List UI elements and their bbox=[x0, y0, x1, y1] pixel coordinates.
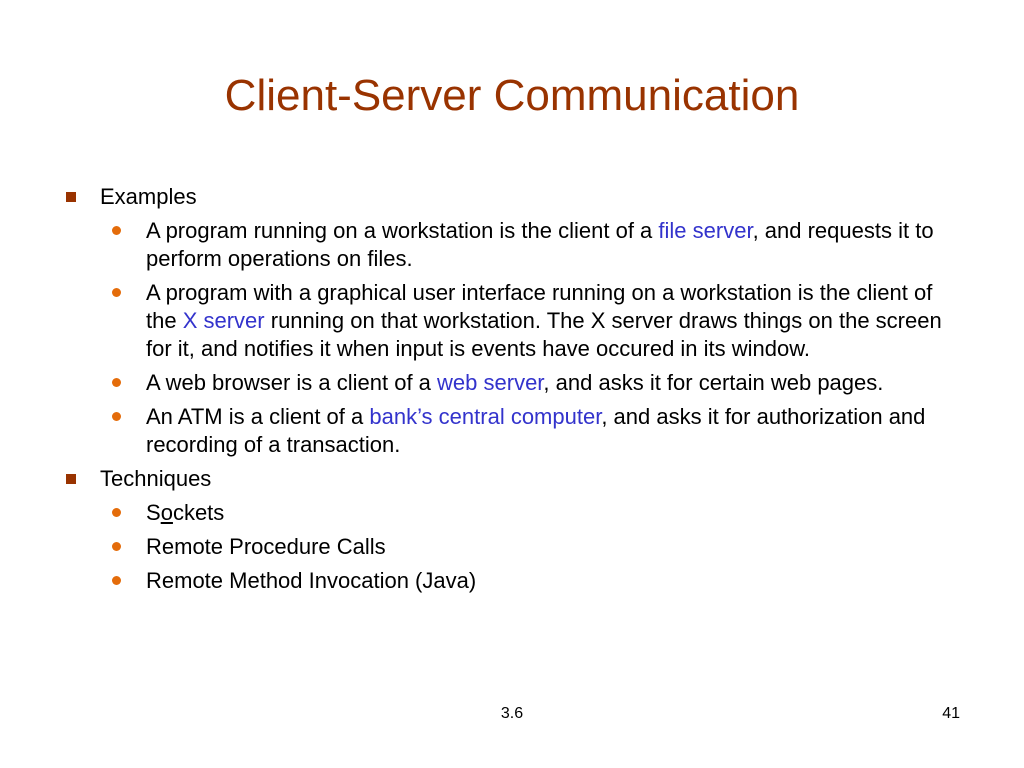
list-item bbox=[100, 369, 962, 397]
list-item bbox=[100, 403, 962, 459]
dot-bullet-icon bbox=[112, 576, 121, 585]
slide-content bbox=[62, 183, 962, 601]
item-text: running on that workstation. The X server draws things on the screen for it, and notifies it when input is events have occured in its window. bbox=[146, 308, 942, 361]
bullet-examples bbox=[62, 183, 962, 459]
highlight-web-server: web server bbox=[437, 370, 544, 395]
dot-bullet-icon bbox=[112, 288, 121, 297]
dot-bullet-icon bbox=[112, 508, 121, 517]
bullet-techniques bbox=[62, 465, 962, 595]
item-text: A program running on a workstation is the client of a bbox=[146, 218, 659, 243]
item-text: A web browser is a client of a bbox=[146, 370, 438, 395]
item-text-underlined: o bbox=[160, 500, 173, 525]
item-text: Remote Method Invocation (Java) bbox=[146, 568, 477, 593]
dot-bullet-icon bbox=[112, 542, 121, 551]
examples-list bbox=[100, 217, 962, 459]
list-item bbox=[100, 499, 962, 527]
item-text: An ATM is a client of a bbox=[146, 404, 370, 429]
list-item bbox=[100, 217, 962, 273]
dot-bullet-icon bbox=[112, 412, 121, 421]
highlight-file-server: file server bbox=[658, 218, 753, 243]
list-item bbox=[100, 567, 962, 595]
item-text: ckets bbox=[172, 500, 225, 525]
page-number: 41 bbox=[942, 705, 960, 722]
dot-bullet-icon bbox=[112, 378, 121, 387]
techniques-list bbox=[100, 499, 962, 595]
highlight-bank-computer: bank’s central computer bbox=[369, 404, 602, 429]
item-text: , and asks it for authorization and recording of a transaction. bbox=[146, 404, 926, 457]
list-item bbox=[100, 533, 962, 561]
item-text: , and requests it to perform operations on files. bbox=[146, 218, 934, 271]
item-text: A program with a graphical user interface running on a workstation is the client of the bbox=[146, 280, 933, 333]
list-item bbox=[100, 279, 962, 363]
dot-bullet-icon bbox=[112, 226, 121, 235]
highlight-x-server: X server bbox=[182, 308, 265, 333]
square-bullet-icon bbox=[66, 192, 76, 202]
footer-section-number: 3.6 bbox=[500, 705, 524, 722]
techniques-heading: Techniques bbox=[100, 466, 212, 491]
examples-heading: Examples bbox=[100, 184, 197, 209]
item-text: Remote Procedure Calls bbox=[146, 534, 386, 559]
item-text: , and asks it for certain web pages. bbox=[543, 370, 884, 395]
slide-title: Client-Server Communication bbox=[224, 71, 800, 120]
square-bullet-icon bbox=[66, 474, 76, 484]
item-text: S bbox=[146, 500, 161, 525]
